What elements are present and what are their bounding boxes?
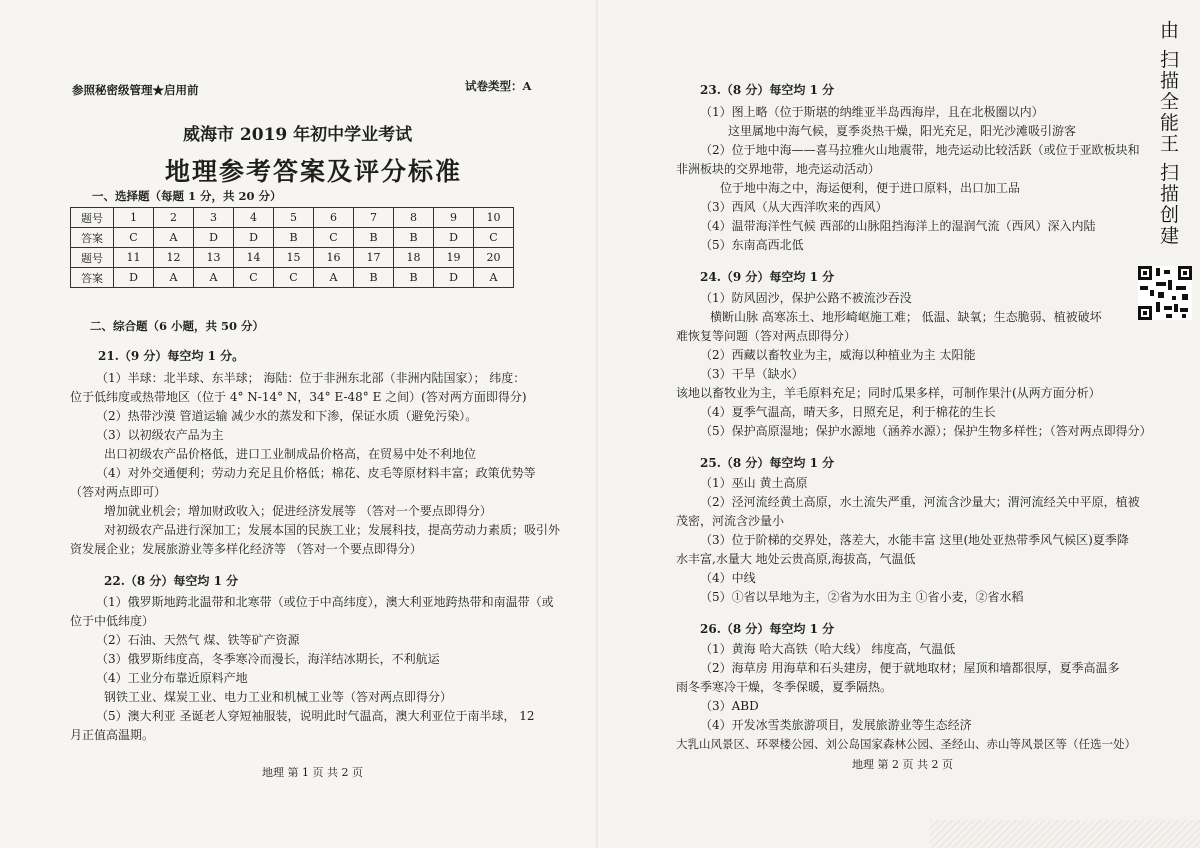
- answer-line: 增加就业机会；增加财政收入；促进经济发展等 （答对一个要点即得分）: [104, 504, 492, 518]
- row-label: 题号: [71, 248, 114, 268]
- cell: C: [314, 228, 354, 248]
- answer-line: （3）俄罗斯纬度高，冬季寒冷而漫长，海洋结冰期长，不利航运: [96, 652, 440, 666]
- cell: 10: [474, 208, 514, 228]
- answer-line: 对初级农产品进行深加工；发展本国的民族工业；发展科技，提高劳动力素质；吸引外: [104, 523, 561, 537]
- answer-key-title: 地理参考答案及评分标准: [165, 157, 463, 186]
- answer-line: 难恢复等问题（答对两点即得分）: [676, 329, 857, 343]
- qr-module: [1174, 304, 1178, 312]
- cell: 20: [474, 248, 514, 268]
- answer-line: （3）ABD: [700, 699, 759, 713]
- answer-line: 钢铁工业、煤炭工业、电力工业和机械工业等（答对两点即得分）: [104, 690, 453, 704]
- cell: A: [474, 268, 514, 288]
- question-26-heading: 26.（8 分）每空均 1 分: [700, 622, 835, 636]
- answer-line: 出口初级农产品价格低，进口工业制成品价格高，在贸易中处不利地位: [104, 447, 477, 461]
- answer-line: 月正值高温期。: [70, 728, 155, 742]
- cell: 15: [274, 248, 314, 268]
- answer-line: （4）中线: [700, 571, 756, 585]
- qr-finder: [1138, 306, 1152, 320]
- qr-module: [1172, 296, 1176, 300]
- cell: 16: [314, 248, 354, 268]
- cell: 13: [194, 248, 234, 268]
- cell: C: [274, 268, 314, 288]
- answer-line: （1）巫山 黄土高原: [700, 476, 808, 490]
- table-row: [71, 248, 514, 268]
- qr-module: [1156, 282, 1166, 286]
- answer-line: 该地以畜牧业为主，羊毛原料充足；同时瓜果多样，可制作果汁(从两方面分析）: [676, 386, 1101, 400]
- cell: 1: [114, 208, 154, 228]
- answer-line: 水丰富,水量大 地处云贵高原,海拔高，气温低: [676, 552, 916, 566]
- row-label: 题号: [71, 208, 114, 228]
- cell: 4: [234, 208, 274, 228]
- section1-heading: 一、选择题（每题 1 分，共 20 分）: [92, 189, 282, 203]
- cell: 8: [394, 208, 434, 228]
- answer-line: 茂密，河流含沙量小: [676, 514, 785, 528]
- cell: A: [314, 268, 354, 288]
- answer-line: 非洲板块的交界地带，地壳运动活动）: [676, 162, 881, 176]
- table-row: [71, 268, 514, 288]
- qr-module: [1176, 286, 1186, 290]
- cell: D: [234, 228, 274, 248]
- qr-module: [1156, 302, 1160, 312]
- answer-line: （1）黄海 哈大高铁（哈大线） 纬度高，气温低: [700, 642, 956, 656]
- cell: C: [234, 268, 274, 288]
- answer-line: （答对两点即可）: [70, 485, 167, 499]
- answer-table: [70, 207, 514, 288]
- answer-line: （2）海草房 用海草和石头建房，便于就地取材；屋顶和墙都很厚，夏季高温多: [700, 661, 1120, 675]
- confidentiality-note: 参照秘密级管理★启用前: [72, 83, 199, 97]
- answer-line: （3）位于阶梯的交界处，落差大，水能丰富 这里(地处亚热带季风气候区)夏季降: [700, 533, 1129, 547]
- table-row: [71, 228, 514, 248]
- answer-line: 横断山脉 高寒冻土、地形崎岖施工难； 低温、缺氧；生态脆弱、植被破坏: [710, 310, 1102, 324]
- answer-line: （1）俄罗斯地跨北温带和北寒带（或位于中高纬度），澳大利亚地跨热带和南温带（或: [96, 595, 554, 609]
- answer-line: 这里属地中海气候，夏季炎热干燥，阳光充足，阳光沙滩吸引游客: [728, 124, 1077, 138]
- answer-line: 位于中低纬度）: [70, 614, 155, 628]
- qr-module: [1166, 314, 1172, 318]
- answer-line: （4）温带海洋性气候 西部的山脉阻挡海洋上的湿润气流（西风）深入内陆: [700, 219, 1096, 233]
- cell: A: [154, 268, 194, 288]
- cell: B: [274, 228, 314, 248]
- cell: 3: [194, 208, 234, 228]
- cell: B: [354, 268, 394, 288]
- answer-line: （4）工业分布靠近原料产地: [96, 671, 248, 685]
- answer-line: 位于低纬度或热带地区（位于 4° N-14° N，34° E-48° E 之间）(答对两方面即得分): [70, 390, 527, 404]
- answer-line: （2）热带沙漠 管道运输 减少水的蒸发和下渗，保证水质（避免污染）。: [96, 409, 478, 423]
- answer-line: （2）位于地中海——喜马拉雅火山地震带，地壳运动比较活跃（或位于亚欧板块和: [700, 143, 1140, 157]
- cell: C: [114, 228, 154, 248]
- section2-heading: 二、综合题（6 小题，共 50 分）: [90, 319, 265, 333]
- cell: D: [434, 228, 474, 248]
- answer-line: （5）澳大利亚 圣诞老人穿短袖服装，说明此时气温高，澳大利亚位于南半球， 12: [96, 709, 535, 723]
- qr-module: [1164, 306, 1172, 310]
- cell: 2: [154, 208, 194, 228]
- cell: C: [474, 228, 514, 248]
- cell: A: [154, 228, 194, 248]
- cell: 7: [354, 208, 394, 228]
- qr-module: [1168, 280, 1172, 290]
- answer-line: （1）防风固沙，保护公路不被流沙吞没: [700, 291, 912, 305]
- qr-module: [1158, 292, 1164, 298]
- answer-line: （4）开发冰雪类旅游项目，发展旅游业等生态经济: [700, 718, 972, 732]
- question-22-heading: 22.（8 分）每空均 1 分: [104, 574, 239, 588]
- qr-module: [1140, 286, 1148, 290]
- answer-line: （1）图上略（位于斯堪的纳维亚半岛西海岸，且在北极圈以内）: [700, 105, 1044, 119]
- answer-line: 位于地中海之中，海运便利，便于进口原料，出口加工品: [720, 181, 1021, 195]
- paper-type: 试卷类型：A: [465, 79, 532, 93]
- right-page: [600, 0, 1200, 848]
- cell: B: [354, 228, 394, 248]
- cell: 6: [314, 208, 354, 228]
- answer-line: （4）对外交通便利；劳动力充足且价格低；棉花、皮毛等原材料丰富；政策优势等: [96, 466, 536, 480]
- answer-line: （3）以初级农产品为主: [96, 428, 224, 442]
- page-footer: 地理 第 1 页 共 2 页: [262, 766, 363, 779]
- answer-line: （5）①省以旱地为主，②省为水田为主 ①省小麦，②省水稻: [700, 590, 1024, 604]
- cell: A: [194, 268, 234, 288]
- question-21-heading: 21.（9 分）每空均 1 分。: [98, 349, 245, 363]
- qr-module: [1150, 290, 1154, 296]
- qr-finder: [1178, 266, 1192, 280]
- cell: 14: [234, 248, 274, 268]
- question-24-heading: 24.（9 分）每空均 1 分: [700, 270, 835, 284]
- row-label: 答案: [71, 268, 114, 288]
- cell: D: [434, 268, 474, 288]
- scanner-watermark: 由 扫描全能王 扫描创建: [1157, 20, 1179, 247]
- cell: D: [194, 228, 234, 248]
- cell: D: [114, 268, 154, 288]
- qr-code-icon: [1138, 266, 1192, 320]
- cell: 12: [154, 248, 194, 268]
- qr-module: [1156, 268, 1160, 276]
- answer-line: （4）夏季气温高，晴天多，日照充足，利于棉花的生长: [700, 405, 996, 419]
- question-25-heading: 25.（8 分）每空均 1 分: [700, 456, 835, 470]
- answer-line: （5）保护高原湿地；保护水源地（涵养水源）；保护生物多样性；（答对两点即得分）: [700, 424, 1152, 438]
- row-label: 答案: [71, 228, 114, 248]
- qr-module: [1164, 270, 1170, 274]
- cell: B: [394, 268, 434, 288]
- qr-module: [1182, 294, 1188, 300]
- cell: 5: [274, 208, 314, 228]
- answer-line: （3）干旱（缺水）: [700, 367, 804, 381]
- answer-line: 雨冬季寒冷干燥，冬季保暖，夏季隔热。: [676, 680, 893, 694]
- exam-title: 威海市 2019 年初中学业考试: [183, 125, 413, 145]
- cell: 17: [354, 248, 394, 268]
- answer-line: 大乳山风景区、环翠楼公园、刘公岛国家森林公园、圣经山、赤山等风景区等（任选一处）: [676, 737, 1136, 751]
- scan-texture: [930, 820, 1200, 848]
- cell: B: [394, 228, 434, 248]
- answer-line: （1）半球：北半球、东半球； 海陆：位于非洲东北部（非洲内陆国家）； 纬度：: [96, 371, 526, 385]
- answer-line: （5）东南高西北低: [700, 238, 804, 252]
- qr-module: [1182, 314, 1186, 318]
- answer-line: （2）泾河流经黄土高原，水土流失严重，河流含沙量大；渭河流经关中平原，植被: [700, 495, 1140, 509]
- cell: 18: [394, 248, 434, 268]
- answer-line: （2）西藏以畜牧业为主，威海以种植业为主 太阳能: [700, 348, 976, 362]
- question-23-heading: 23.（8 分）每空均 1 分: [700, 83, 835, 97]
- table-row: [71, 208, 514, 228]
- answer-line: 资发展企业；发展旅游业等多样化经济等 （答对一个要点即得分）: [70, 542, 422, 556]
- answer-line: （3）西风（从大西洋吹来的西风）: [700, 200, 888, 214]
- qr-module: [1180, 308, 1188, 312]
- answer-line: （2）石油、天然气 煤、铁等矿产资源: [96, 633, 300, 647]
- cell: 9: [434, 208, 474, 228]
- qr-finder: [1138, 266, 1152, 280]
- page-footer: 地理 第 2 页 共 2 页: [852, 758, 953, 771]
- cell: 11: [114, 248, 154, 268]
- cell: 19: [434, 248, 474, 268]
